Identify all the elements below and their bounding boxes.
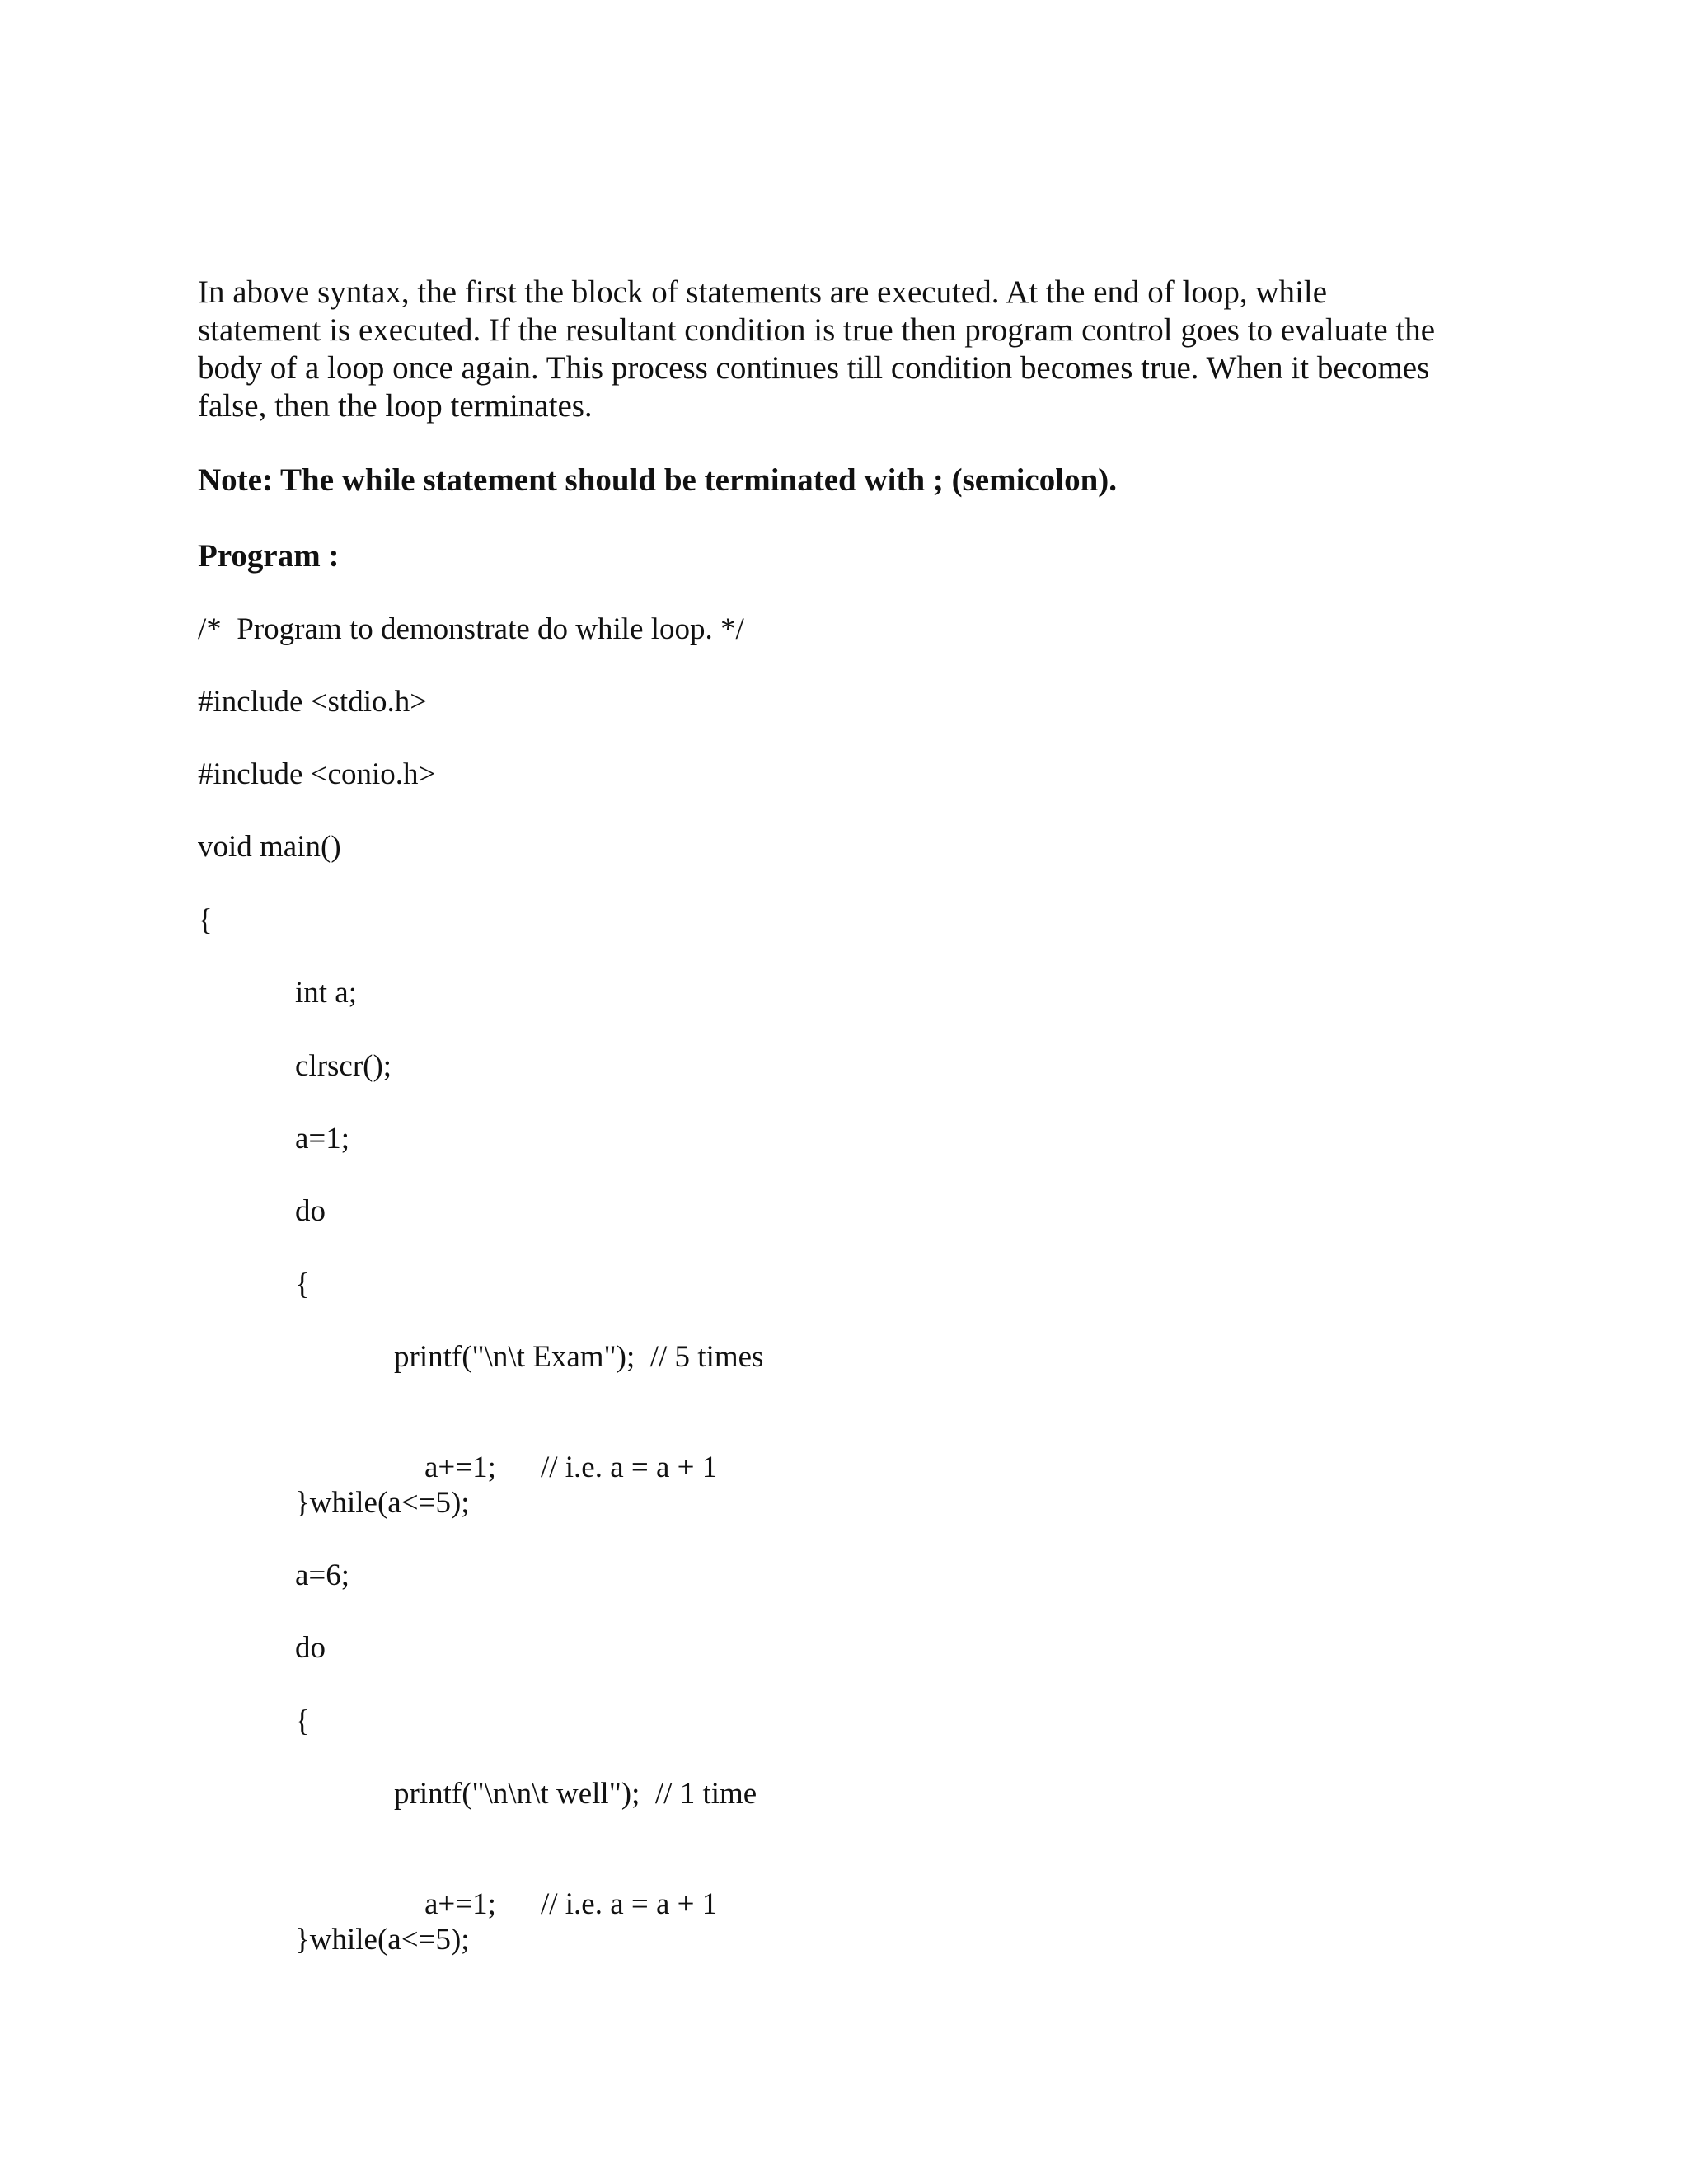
paragraph-line-1: In above syntax, the first the block of statements are executed. At the end of loop, while [198, 274, 1328, 310]
code-include-stdio: #include <stdio.h> [198, 685, 428, 719]
code-do-2: do [295, 1631, 326, 1665]
program-heading: Program : [198, 538, 340, 574]
explanation-paragraph [198, 274, 1484, 425]
code-include-conio: #include <conio.h> [198, 757, 436, 791]
code-do-1: do [295, 1194, 326, 1228]
code-increment-2-comment: // i.e. a = a + 1 [540, 1887, 718, 1921]
code-increment-2-statement: a+=1; [424, 1887, 496, 1921]
note-heading: Note: The while statement should be terminated with ; (semicolon). [198, 462, 1118, 498]
code-printf-exam: printf("\n\t Exam"); // 5 times [394, 1340, 764, 1374]
code-clrscr: clrscr(); [295, 1049, 392, 1083]
code-while-1: }while(a<=5); [295, 1486, 470, 1520]
code-do-1-open-brace: { [295, 1268, 310, 1301]
code-assign-1: a=1; [295, 1122, 350, 1155]
paragraph-line-4: false, then the loop terminates. [198, 388, 593, 424]
code-increment-1-comment: // i.e. a = a + 1 [540, 1451, 718, 1484]
code-main-signature: void main() [198, 830, 341, 864]
code-comment: /* Program to demonstrate do while loop. */ [198, 612, 744, 646]
code-open-brace: { [198, 903, 213, 937]
code-while-2: }while(a<=5); [295, 1923, 470, 1957]
paragraph-line-3: body of a loop once again. This process continues till condition becomes true. When it becomes [198, 350, 1430, 386]
code-declaration: int a; [295, 976, 358, 1010]
code-assign-2: a=6; [295, 1558, 350, 1592]
code-increment-1-statement: a+=1; [424, 1451, 496, 1484]
paragraph-line-2: statement is executed. If the resultant condition is true then program control goes to evaluate the [198, 312, 1436, 348]
code-do-2-open-brace: { [295, 1704, 310, 1738]
code-printf-well: printf("\n\n\t well"); // 1 time [394, 1777, 757, 1811]
